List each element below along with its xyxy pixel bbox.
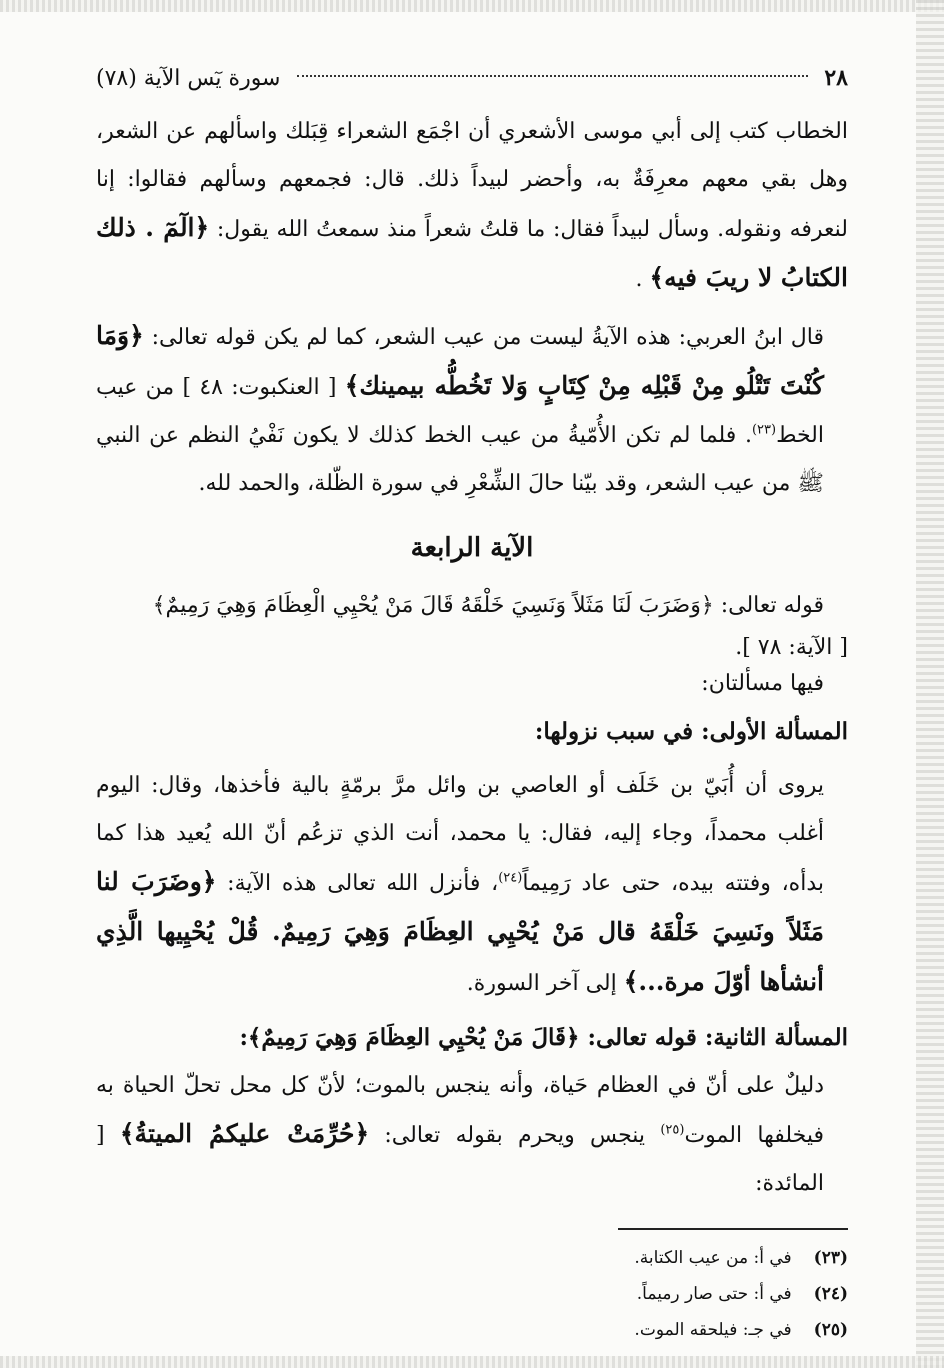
paragraph-2-text: قال ابنُ العربي: هذه الآيةُ ليست من عيب الشعر، كما لم يكن قوله تعالى: <box>143 325 825 350</box>
footnote-text: في أ: حتى صار رميماً. <box>636 1284 792 1304</box>
paragraph-1-end: . <box>635 267 650 292</box>
footnote-text: في أ: من عيب الكتابة. <box>634 1248 792 1268</box>
quran-quote-1: ﴿الٓمٓ . ذلك الكتابُ لا ريبَ فيه﴾ <box>96 213 848 292</box>
scan-border-bottom <box>0 1356 944 1368</box>
issue-2-end: [ المائدة: <box>96 1123 824 1196</box>
issue-1-heading: المسألة الأولى: في سبب نزولها: <box>534 718 848 745</box>
paragraph-2-rest: . فلما لم تكن الأُمّيةُ من عيب الخط كذلك لا يكون نَفْيُ النظم عن النبي ﷺ من عيب الشعر، وقد بيّنا حالَ الشِّعْرِ في سورة الظّلة، والحمد لله. <box>96 423 824 496</box>
issue-2-text-2: ينجس ويحرم بقوله تعالى: <box>369 1123 661 1148</box>
issue-1-paragraph <box>96 762 848 1008</box>
scan-border-right <box>916 0 944 1368</box>
section-heading: الآية الرابعة <box>410 533 534 563</box>
paragraph-1 <box>96 108 848 304</box>
footnote-marker-23: (٢٣) <box>751 422 777 438</box>
running-header <box>96 56 848 100</box>
verse-line <box>96 582 848 630</box>
footnote-text: في جـ: فيلحقه الموت. <box>634 1320 792 1340</box>
two-issues-line: فيها مسألتان: <box>701 671 824 696</box>
footnote <box>96 1312 848 1348</box>
footnote <box>96 1240 848 1276</box>
quran-quote-2: ﴿وَمَا كُنْتَ تَتْلُو مِنْ قَبْلِه مِنْ كِتَابٍ وَلا تَخُطُّه بيمينك﴾ <box>96 321 825 400</box>
footnote-number: (٢٥) <box>813 1320 848 1340</box>
quran-quote-4: ﴿حُرِّمَتْ عليكمُ الميتةُ﴾ <box>119 1119 370 1148</box>
verse-intro: قوله تعالى: <box>713 593 824 618</box>
quran-quote-3: ﴿وضَرَبَ لنا مَثَلاً ونَسِيَ خَلْقَهُ قال مَنْ يُحْيِي العِظَامَ وَهِيَ رَمِيمٌ. قُلْ يُحْيِيها الَّذِي أنشأها أوّلَ مرة...﴾ <box>96 867 824 996</box>
paragraph-2-ref: [ العنكبوت: ٤٨ ] من عيب الخط <box>96 375 824 448</box>
issue-2-paragraph <box>96 1062 848 1208</box>
footnote <box>96 1276 848 1312</box>
issue-2-heading: المسألة الثانية: قوله تعالى: ﴿قَالَ مَنْ يُحْيِي العِظَامَ وَهِيَ رَمِيمٌ﴾: <box>239 1024 848 1051</box>
header-dotted-leader <box>297 75 809 77</box>
footnote-marker-24: (٢٤) <box>498 870 523 886</box>
issue-2-text: دليلٌ على أنّ في العظام حَياة، وأنه ينجس بالموت؛ لأنّ كل محل تحلّ الحياة به فيخلفها الموت <box>96 1073 824 1148</box>
paragraph-1-text: الخطاب كتب إلى أبي موسى الأشعري أن اجْمَع الشعراء قِبَلك واسألهم عن الشعر، وهل بقي معهم معرِفَةٌ به، وأحضر لبيداً ذلك. قال: فجمعهم وسألهم فقالوا: إنا لنعرفه ونقوله. وسأل لبيداً فقال: ما قلتُ شعراً منذ سمعتُ الله يقول: <box>96 119 848 242</box>
verse-text: ﴿وَضَرَبَ لَنَا مَثَلاً وَنَسِيَ خَلْقَهُ قَالَ مَنْ يُحْيِي الْعِظَامَ وَهِيَ رَمِيمٌ﴾ <box>152 593 714 618</box>
book-page <box>96 56 848 1348</box>
verse-reference: [ الآية: ٧٨ ]. <box>735 635 848 660</box>
footnote-marker-25: (٢٥) <box>660 1122 685 1138</box>
footnote-number: (٢٤) <box>813 1284 848 1304</box>
running-title: سورة يٓس الآية (٧٨) <box>96 66 281 91</box>
scan-border-top <box>0 0 944 12</box>
footnote-rule <box>618 1228 848 1230</box>
paragraph-2 <box>96 312 848 508</box>
page-number: ٢٨ <box>824 65 848 91</box>
issue-1-end: إلى آخر السورة. <box>466 971 624 996</box>
issue-1-text-2: ، فأنزل الله تعالى هذه الآية: <box>216 871 499 896</box>
issue-1-text: يروى أن أُبَيّ بن خَلَف أو العاصي بن وائل مرَّ برمّةٍ بالية فأخذها، وقال: اليوم أغلب محمداً، وجاء إليه، فقال: يا محمد، أنت الذي تزعُم أنّ الله يُعيد هذا كما بدأه، وفتته بيده، حتى عاد رَمِيماً <box>96 773 824 896</box>
footnote-number: (٢٣) <box>813 1248 848 1268</box>
